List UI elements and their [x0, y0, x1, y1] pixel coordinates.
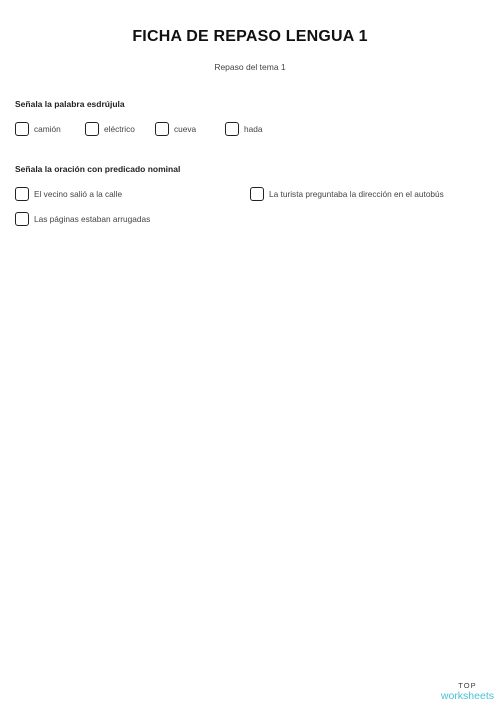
- option-label: eléctrico: [104, 124, 135, 134]
- checkbox[interactable]: [15, 122, 29, 136]
- question-1-option-hada[interactable]: [225, 121, 262, 137]
- topworksheets-logo: [441, 682, 494, 701]
- logo-bottom-text: worksheets: [440, 689, 494, 702]
- question-1-heading: Señala la palabra esdrújula: [15, 99, 125, 109]
- checkbox[interactable]: [85, 122, 99, 136]
- option-label: cueva: [174, 124, 197, 134]
- question-1-option-cueva[interactable]: [155, 121, 196, 137]
- checkbox[interactable]: [155, 122, 169, 136]
- page-title: FICHA DE REPASO LENGUA 1: [132, 28, 368, 45]
- page-subtitle: Repaso del tema 1: [214, 62, 286, 72]
- question-2-heading: Señala la oración con predicado nominal: [15, 164, 181, 174]
- option-label: El vecino salió a la calle: [34, 189, 123, 199]
- question-1-option-electrico[interactable]: [85, 121, 135, 137]
- option-label: La turista preguntaba la dirección en el autobús: [269, 189, 444, 199]
- question-2-option-2[interactable]: [250, 186, 444, 202]
- checkbox[interactable]: [15, 187, 29, 201]
- question-2-option-1[interactable]: [15, 186, 122, 202]
- question-1-option-camion[interactable]: [15, 121, 61, 137]
- option-label: hada: [244, 124, 263, 134]
- question-2-option-3[interactable]: [15, 211, 150, 227]
- checkbox[interactable]: [15, 212, 29, 226]
- option-label: Las páginas estaban arrugadas: [34, 214, 151, 224]
- option-label: camión: [34, 124, 61, 134]
- checkbox[interactable]: [250, 187, 264, 201]
- logo-top-text: TOP: [458, 681, 477, 690]
- checkbox[interactable]: [225, 122, 239, 136]
